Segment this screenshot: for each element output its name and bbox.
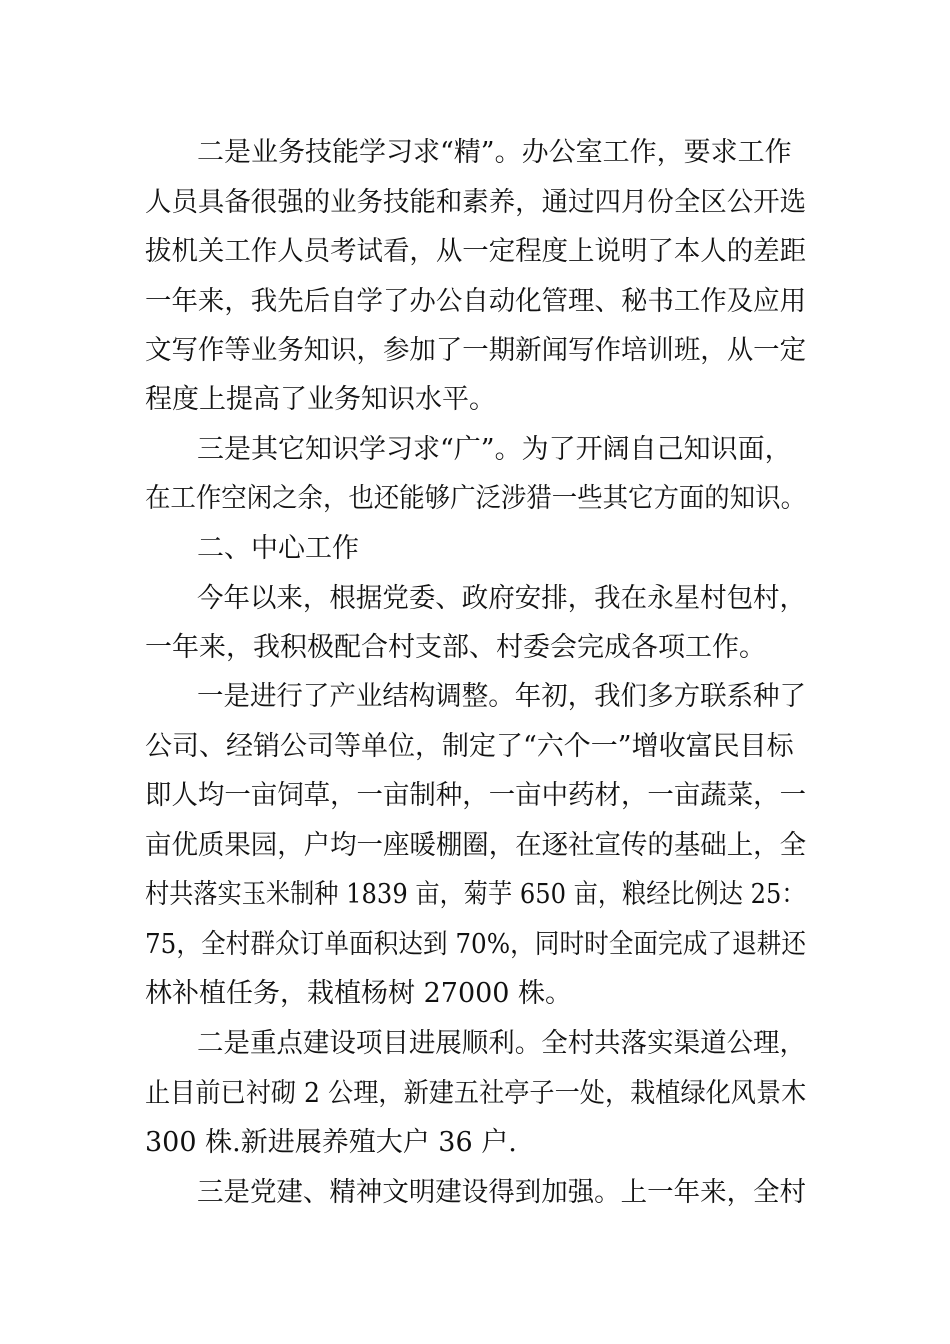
text-line	[0, 824, 950, 868]
line-text: 文写作等业务知识，参加了一期新闻写作培训班，从一定	[145, 335, 807, 366]
text-line	[0, 378, 950, 422]
text-line	[0, 477, 950, 521]
line-text: 二、中心工作	[197, 533, 359, 564]
line-text: 村共落实玉米制种 1839 亩，菊芋 650 亩，粮经比例达 25：	[145, 879, 806, 910]
text-line	[0, 1072, 950, 1116]
text-line	[0, 923, 950, 967]
line-text: 三是党建、精神文明建设得到加强。上一年来，全村	[197, 1177, 807, 1208]
line-text: 一年来，我积极配合村支部、村委会完成各项工作。	[145, 632, 766, 663]
text-line	[0, 280, 950, 324]
line-text: 一年来，我先后自学了办公自动化管理、秘书工作及应用	[145, 286, 807, 317]
text-line	[0, 181, 950, 225]
text-line	[0, 1121, 950, 1165]
line-text: 即人均一亩饲草，一亩制种，一亩中药材，一亩蔬菜，一	[145, 780, 807, 811]
line-text: 二是业务技能学习求“精”。办公室工作，要求工作	[197, 137, 792, 168]
line-text: 三是其它知识学习求“广”。为了开阔自己知识面，	[197, 434, 792, 465]
line-text: 公司、经销公司等单位，制定了“六个一”增收富民目标	[145, 731, 794, 762]
line-text: 300 株.新进展养殖大户 36 户.	[145, 1127, 517, 1158]
line-text: 二是重点建设项目进展顺利。全村共落实渠道公理，	[197, 1028, 807, 1059]
text-line	[0, 725, 950, 769]
line-text: 程度上提高了业务知识水平。	[145, 384, 496, 415]
text-line	[0, 972, 950, 1016]
line-text: 林补植任务，栽植杨树 27000 株。	[145, 978, 573, 1009]
text-line	[0, 1171, 950, 1215]
line-text: 人员具备很强的业务技能和素养，通过四月份全区公开选	[145, 187, 807, 218]
line-text: 拔机关工作人员考试看，从一定程度上说明了本人的差距	[145, 236, 807, 267]
text-line	[0, 873, 950, 917]
text-line	[0, 230, 950, 274]
text-line	[0, 131, 950, 175]
text-line	[0, 428, 950, 472]
line-text: 75，全村群众订单面积达到 70%，同时时全面完成了退耕还	[145, 929, 806, 960]
line-text: 一是进行了产业结构调整。年初，我们多方联系种了	[197, 681, 807, 712]
line-text: 今年以来，根据党委、政府安排，我在永星村包村，	[197, 583, 807, 614]
section-heading	[0, 527, 950, 571]
text-line	[0, 1022, 950, 1066]
line-text: 在工作空闲之余，也还能够广泛涉猎一些其它方面的知识。	[145, 483, 807, 514]
text-line	[0, 626, 950, 670]
text-line	[0, 675, 950, 719]
text-line	[0, 329, 950, 373]
line-text: 止目前已衬砌 2 公理，新建五社亭子一处，栽植绿化风景木	[145, 1078, 807, 1109]
line-text: 亩优质果园，户均一座暖棚圈，在逐社宣传的基础上，全	[145, 830, 807, 861]
text-line	[0, 577, 950, 621]
text-line	[0, 774, 950, 818]
